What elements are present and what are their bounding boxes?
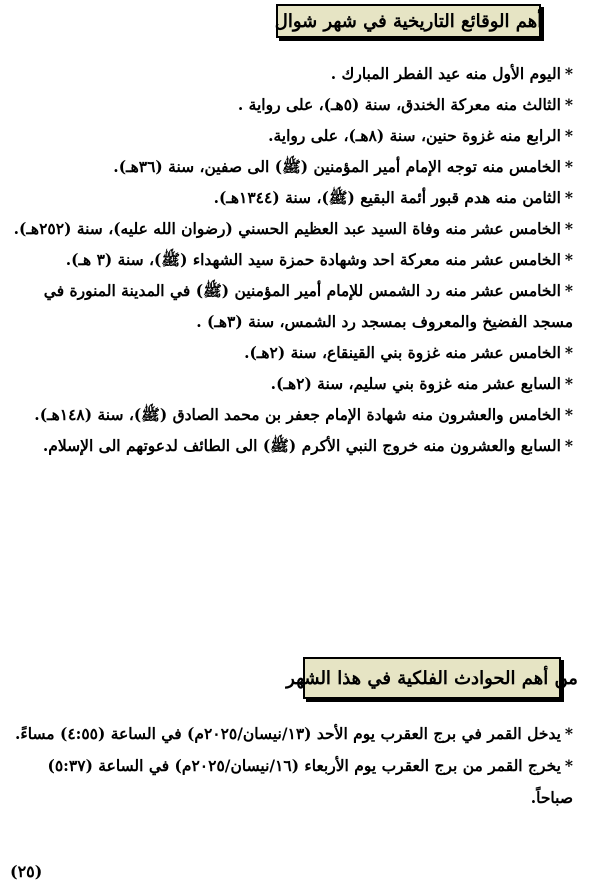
bullet: * [564,724,573,743]
section-title-astronomical-events [286,657,578,699]
bullet: * [564,281,573,300]
list-item: *الخامس عشر منه معركة احد وشهادة حمزة سيد الشهداء (ﷺ)، سنة (٣ هـ). [65,250,573,269]
section-title-text: أهم الوقائع التاريخية في شهر شوال [274,10,543,32]
list-item: *الخامس عشر منه غزوة بني القينقاع، سنة (٢هـ). [244,343,573,362]
list-item: *الخامس والعشرون منه شهادة الإمام جعفر بن محمد الصادق (ﷺ)، سنة (١٤٨هـ). [34,405,573,424]
list-item: *السابع عشر منه غزوة بني سليم، سنة (٢هـ). [270,374,573,393]
bullet: * [564,95,573,114]
bullet: * [564,64,573,83]
bullet: * [564,343,573,362]
list-item: *اليوم الأول منه عيد الفطر المبارك . [330,64,573,83]
list-item: *الرابع منه غزوة حنين، سنة (٨هـ)، على رواية. [268,126,573,145]
list-item: *الخامس عشر منه رد الشمس للإمام أمير المؤمنين (ﷺ) في المدينة المنورة في مسجد الفضيخ والمعروف بمسجد رد الشمس، سنة (٣هـ) . [43,281,573,331]
list-item: *الثالث منه معركة الخندق، سنة (٥هـ)، على رواية . [237,95,573,114]
bullet: * [564,219,573,238]
bullet: * [564,756,573,775]
list-item: *السابع والعشرون منه خروج النبي الأكرم (ﷺ) الى الطائف لدعوتهم الى الإسلام. [42,436,573,455]
list-item: *يدخل القمر في برج العقرب يوم الأحد (١٣/نيسان/٢٠٢٥م) في الساعة (٤:٥٥) مساءً. [15,724,573,743]
list-item: *الخامس عشر منه وفاة السيد عبد العظيم الحسني (رضوان الله عليه)، سنة (٢٥٢هـ). [13,219,573,238]
astronomical-events-list [14,718,573,814]
bullet: * [564,157,573,176]
list-item: *يخرج القمر من برج العقرب يوم الأربعاء (١٦/نيسان/٢٠٢٥م) في الساعة (٥:٣٧) صباحاً. [47,756,573,807]
bullet: * [564,126,573,145]
bullet: * [564,405,573,424]
historical-events-list [14,58,573,461]
section-title-text: من أهم الحوادث الفلكية في هذا الشهر [286,667,578,689]
list-item: *الثامن منه هدم قبور أئمة البقيع (ﷺ)، سنة (١٣٤٤هـ). [213,188,573,207]
page-number: (٢٥) [10,862,43,881]
bullet: * [564,436,573,455]
bullet: * [564,250,573,269]
bullet: * [564,374,573,393]
bullet: * [564,188,573,207]
list-item: *الخامس منه توجه الإمام أمير المؤمنين (ﷺ) الى صفين، سنة (٣٦هـ). [113,157,573,176]
section-title-historical-events [276,4,541,38]
